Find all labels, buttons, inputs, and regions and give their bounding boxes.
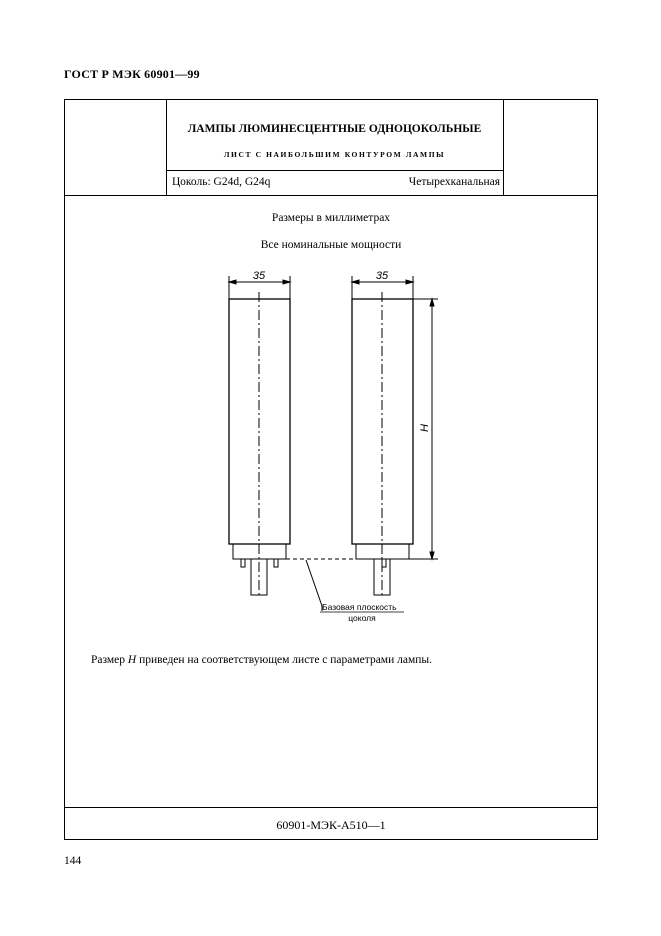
base-plane-label-2: цоколя bbox=[348, 613, 376, 623]
height-label: H bbox=[419, 424, 431, 432]
height-note-symbol: H bbox=[127, 654, 137, 666]
dimensions-note: Размеры в миллиметрах bbox=[271, 212, 391, 224]
lamp-type: Четырехканальная bbox=[408, 176, 500, 188]
page-number: 144 bbox=[64, 855, 82, 867]
sheet-subtitle: ЛИСТ С НАИБОЛЬШИМ КОНТУРОМ ЛАМПЫ bbox=[223, 150, 446, 159]
sheet-code: 60901-МЭК-А510—1 bbox=[276, 818, 386, 832]
width-label-right: 35 bbox=[375, 270, 389, 282]
height-note bbox=[91, 654, 432, 666]
height-note-suffix: приведен на соответствующем листе с параметрами лампы. bbox=[136, 654, 432, 666]
width-label-left: 35 bbox=[252, 270, 266, 282]
right-lamp bbox=[352, 276, 413, 598]
power-note: Все номинальные мощности bbox=[260, 239, 402, 251]
left-lamp bbox=[229, 276, 290, 598]
base-type: Цоколь: G24d, G24q bbox=[172, 176, 271, 188]
base-plane-label-1: Базовая плоскость bbox=[322, 602, 397, 612]
sheet-title: ЛАМПЫ ЛЮМИНЕСЦЕНТНЫЕ ОДНОЦОКОЛЬНЫЕ bbox=[187, 123, 482, 135]
height-note-prefix: Размер bbox=[91, 654, 128, 666]
base-plane-leader bbox=[306, 560, 322, 606]
standard-number: ГОСТ Р МЭК 60901—99 bbox=[64, 67, 200, 81]
